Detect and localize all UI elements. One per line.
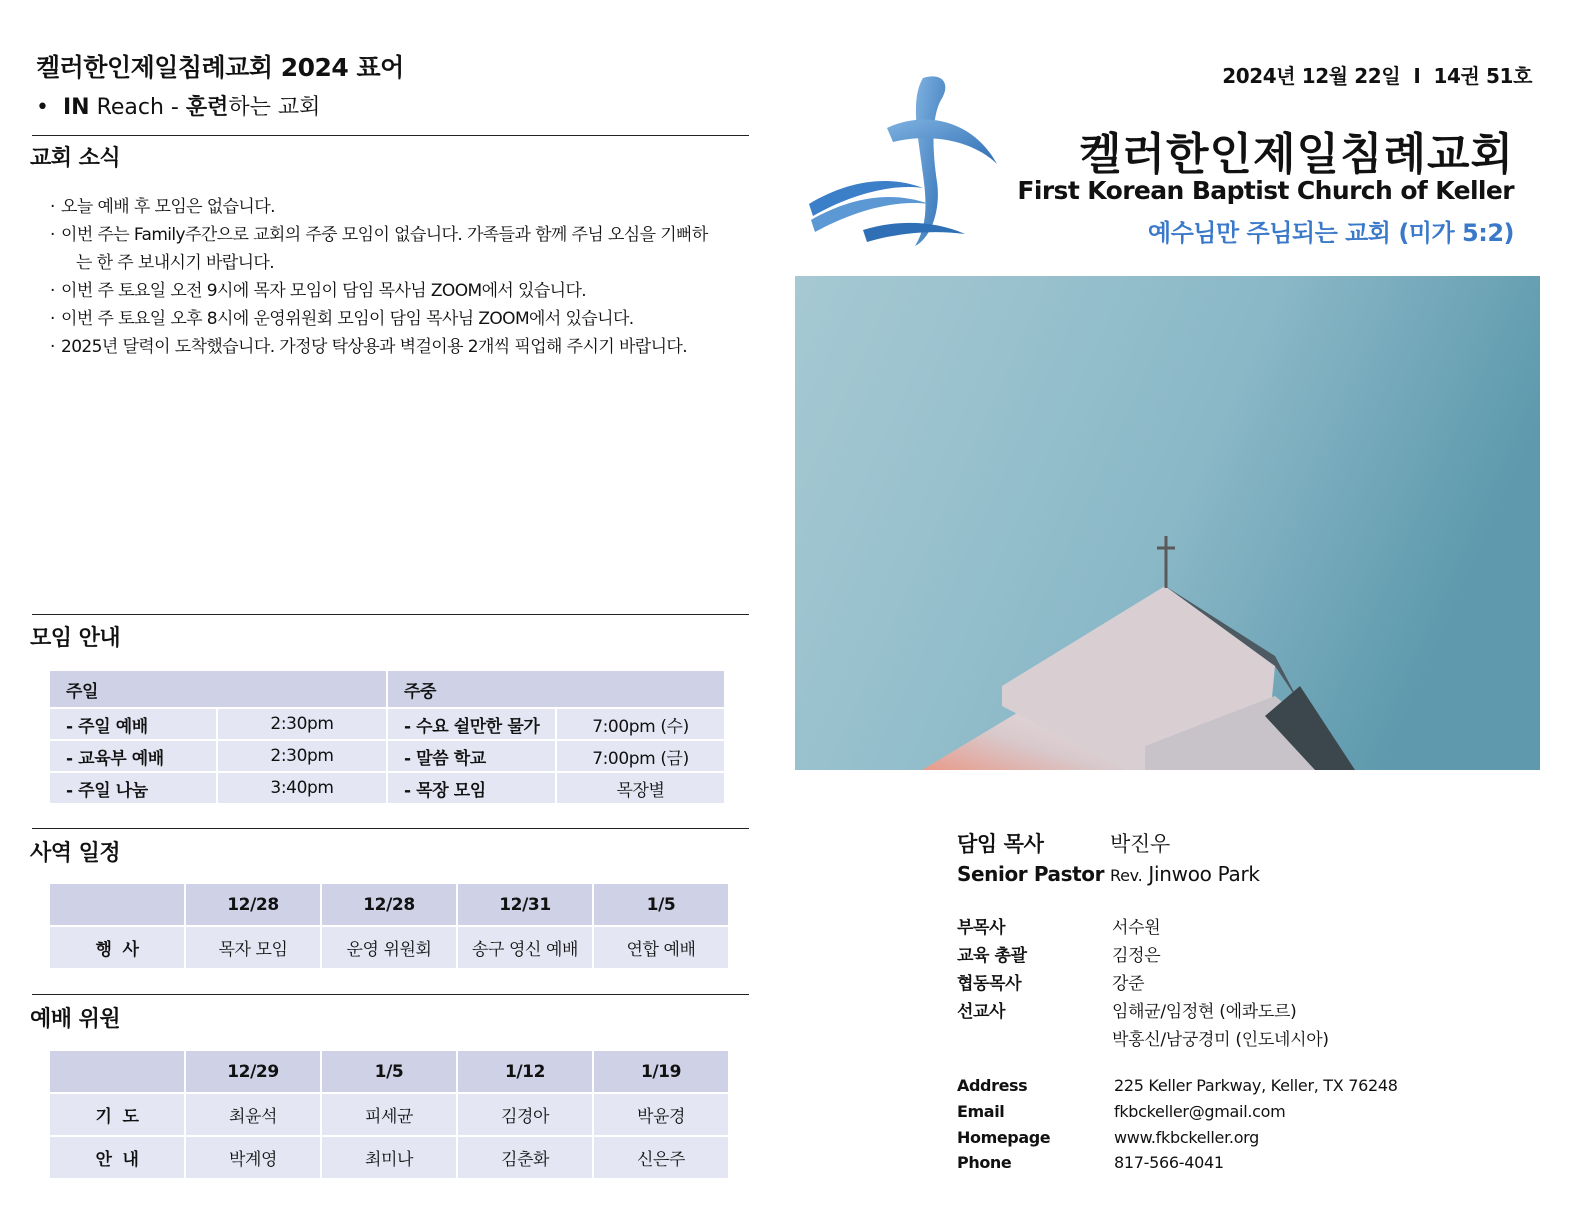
table-row: - 주일 나눔 3:40pm - 목장 모임 목장별 [50,773,724,803]
table-row: 행 사 목자 모임 운영 위원회 송구 영신 예배 연합 예배 [50,927,728,968]
section-title-meetings: 모임 안내 [30,626,121,651]
motto-item [36,90,320,121]
divider [32,614,749,615]
staff-role: 협동목사 [957,974,1022,994]
divider [32,828,749,829]
staff-role: 교육 총괄 [957,946,1027,966]
section-title-ministry: 사역 일정 [30,841,121,866]
pastor-label-en: Senior Pastor [957,862,1105,886]
staff-name: 박홍신/남궁경미 (인도네시아) [1112,1030,1329,1050]
ministry-table: 12/28 12/28 12/31 1/5 행 사 목자 모임 운영 위원회 송구 영신 예배 연합 예배 [48,882,730,970]
news-bullet: · [50,281,55,301]
meetings-header-weekday: 주중 [388,671,724,707]
contact-homepage[interactable]: www.fkbckeller.org [1114,1128,1260,1147]
news-bullet: · [50,309,55,329]
church-roof-cross-photo [795,276,1540,770]
news-item: · 오늘 예배 후 모임은 없습니다. [50,193,755,221]
contact-label: Phone [957,1153,1012,1172]
staff-role: 부목사 [957,918,1006,938]
news-item: · 2025년 달력이 도착했습니다. 가정당 탁상용과 벽걸이용 2개씩 픽업해 주시기 바랍니다. [50,333,755,361]
table-row: - 주일 예배 2:30pm - 수요 쉴만한 물가 7:00pm (수) [50,709,724,739]
church-motto: 예수님만 주님되는 교회 (미가 5:2) [1147,219,1514,247]
news-bullet: · [50,337,55,357]
news-list [50,193,755,361]
news-bullet: · [50,197,55,217]
contact-label: Email [957,1102,1005,1121]
church-logo-icon [805,70,1000,250]
staff-name: 서수원 [1112,918,1161,938]
pastor-name-ko: 박진우 [1110,832,1170,856]
divider [32,135,749,136]
news-item: · 이번 주 토요일 오후 8시에 운영위원회 모임이 담임 목사님 ZOOM에서 있습니다. [50,305,755,333]
motto-text-church: 하는 교회 [228,95,321,120]
motto-text-reach: Reach - [89,95,186,120]
news-item: · 이번 주는 Family주간으로 교회의 주중 모임이 없습니다. 가족들과 함께 주님 오심을 기뻐하 [50,221,755,249]
contact-email[interactable]: fkbckeller@gmail.com [1114,1102,1286,1121]
staff-name: 임해균/임정현 (에콰도르) [1112,1002,1297,1022]
table-row: 기 도 최윤석 피세균 김경아 박윤경 [50,1094,728,1135]
motto-bold-training: 훈련 [185,95,229,120]
issue-date: 2024년 12월 22일 I 14권 51호 [1222,64,1532,88]
table-row: - 교육부 예배 2:30pm - 말씀 학교 7:00pm (금) [50,741,724,771]
news-item: · 이번 주 토요일 오전 9시에 목자 모임이 담임 목사님 ZOOM에서 있습니다. [50,277,755,305]
motto-bold-in: IN [62,95,90,120]
contact-address: 225 Keller Parkway, Keller, TX 76248 [1114,1076,1398,1095]
worship-table: 12/29 1/5 1/12 1/19 기 도 최윤석 피세균 김경아 박윤경 안 내 박계영 최미나 김춘화 신은주 [48,1049,730,1180]
news-item-continuation: 는 한 주 보내시기 바랍니다. [76,253,275,273]
pastor-name-en: Rev. Jinwoo Park [1110,862,1260,886]
photo-illustration [795,276,1540,770]
meetings-header-sunday: 주일 [50,671,386,707]
motto-title: 켈러한인제일침례교회 2024 표어 [36,53,404,82]
contact-label: Homepage [957,1128,1051,1147]
divider [32,994,749,995]
motto-bullet: • [36,95,49,120]
table-row: 안 내 박계영 최미나 김춘화 신은주 [50,1137,728,1178]
staff-name: 김정은 [1112,946,1161,966]
pastor-label-ko: 담임 목사 [957,832,1044,856]
staff-name: 강준 [1112,974,1145,994]
contact-label: Address [957,1076,1028,1095]
section-title-worship: 예배 위원 [30,1007,121,1032]
meetings-table [48,669,726,805]
church-name-korean: 켈러한인제일침례교회 [1078,129,1514,180]
section-title-news: 교회 소식 [30,146,121,171]
staff-role: 선교사 [957,1002,1006,1022]
news-bullet: · [50,225,55,245]
church-name-english: First Korean Baptist Church of Keller [1017,176,1514,205]
contact-phone: 817-566-4041 [1114,1153,1224,1172]
